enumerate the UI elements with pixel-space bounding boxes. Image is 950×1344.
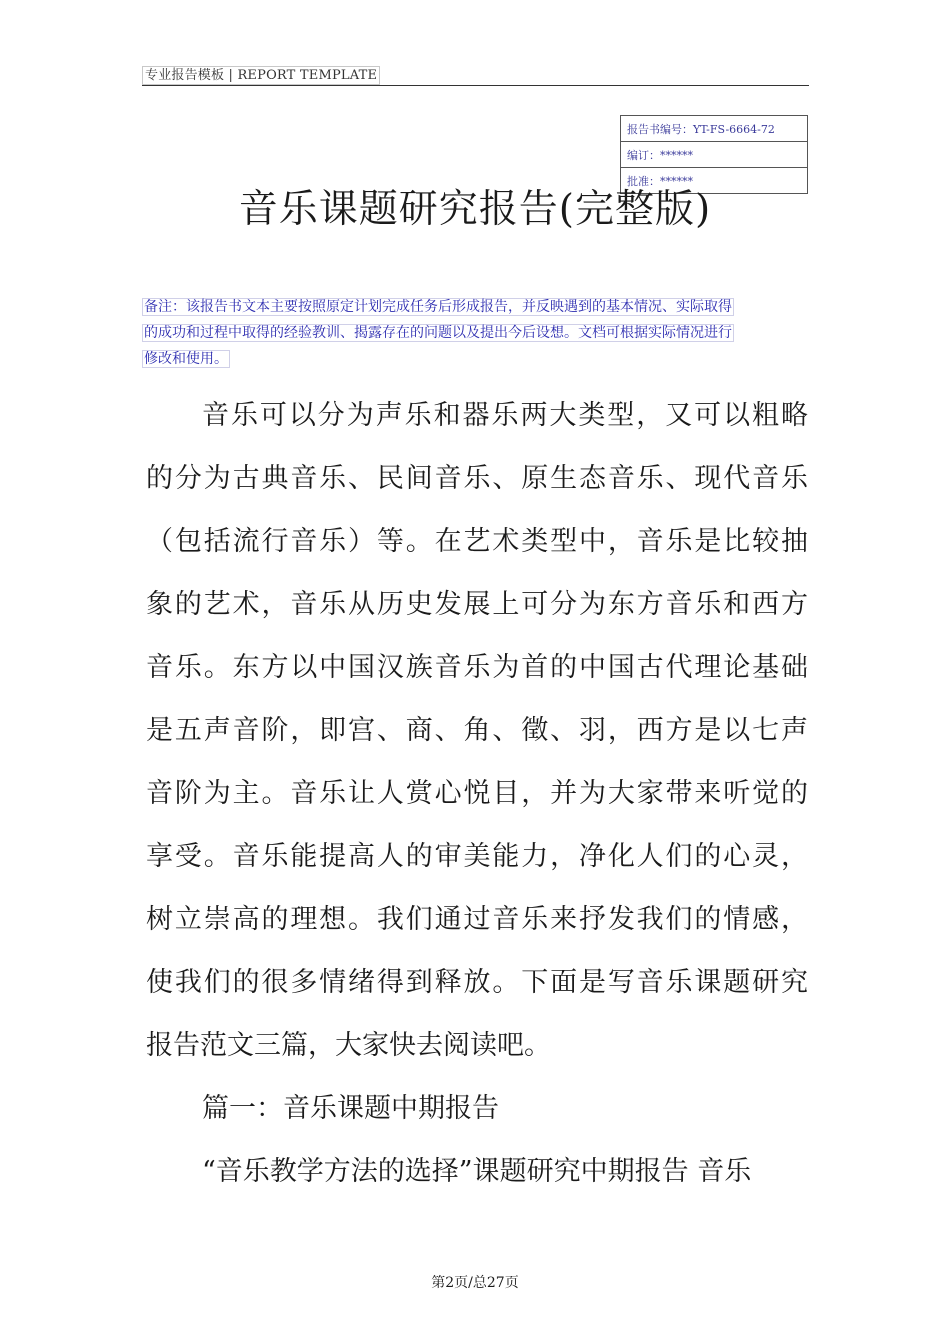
page-indicator: 第2页/总27页: [431, 1275, 519, 1291]
body-text: [146, 384, 808, 1203]
document-title: 音乐课题研究报告(完整版): [238, 187, 712, 232]
note-block: [142, 294, 809, 372]
note-line: 备注：该报告书文本主要按照原定计划完成任务后形成报告，并反映遇到的基本情况、实际取得: [144, 299, 732, 315]
header-divider: [142, 85, 809, 86]
body-line: 树立崇高的理想。我们通过音乐来抒发我们的情感，: [146, 904, 808, 935]
body-line: 享受。音乐能提高人的审美能力，净化人们的心灵，: [146, 841, 808, 872]
body-line: 音乐。东方以中国汉族音乐为首的中国古代理论基础: [146, 652, 808, 683]
body-line: 报告范文三篇，大家快去阅读吧。: [146, 1030, 551, 1061]
note-line: 的成功和过程中取得的经验教训、揭露存在的问题以及提出今后设想。文档可根据实际情况进行: [144, 325, 732, 341]
body-line: 使我们的很多情绪得到释放。下面是写音乐课题研究: [146, 967, 808, 998]
header-label: 专业报告模板 | REPORT TEMPLATE: [142, 66, 380, 85]
report-number: 报告书编号：YT-FS-6664-72: [621, 116, 807, 142]
body-line: （包括流行音乐）等。在艺术类型中，音乐是比较抽: [146, 526, 808, 557]
body-line: 音乐可以分为声乐和器乐两大类型，又可以粗略: [202, 400, 808, 431]
body-line: 音阶为主。音乐让人赏心悦目，并为大家带来听觉的: [146, 778, 808, 809]
body-line: 的分为古典音乐、民间音乐、原生态音乐、现代音乐: [146, 463, 808, 494]
body-line: 是五声音阶，即宫、商、角、徵、羽，西方是以七声: [146, 715, 808, 746]
report-editor: 编订：******: [621, 142, 807, 168]
body-line: 象的艺术，音乐从历史发展上可分为东方音乐和西方: [146, 589, 808, 620]
section-heading: 篇一：音乐课题中期报告: [202, 1093, 499, 1124]
note-line: 修改和使用。: [144, 351, 228, 367]
body-line: “音乐教学方法的选择”课题研究中期报告 音乐: [202, 1156, 752, 1187]
report-approver: 批准：******: [627, 175, 693, 188]
